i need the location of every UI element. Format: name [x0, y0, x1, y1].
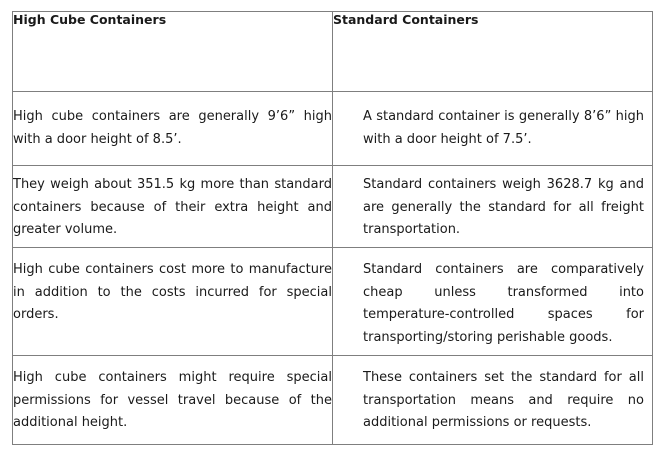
table-row — [13, 248, 653, 356]
header-row — [13, 12, 653, 92]
high-cube-cell: High cube containers are generally 9’6” high with a door height of 8.5’. — [13, 92, 333, 166]
standard-cell: Standard containers weigh 3628.7 kg and are generally the standard for all freight transportation. — [333, 166, 653, 248]
table-row — [13, 356, 653, 445]
standard-cell: Standard containers are comparatively cheap unless transformed into temperature-controlled spaces for transporting/storing perishable goods. — [333, 248, 653, 356]
header-standard: Standard Containers — [333, 12, 653, 92]
table-body — [13, 92, 653, 445]
high-cube-cell: They weigh about 351.5 kg more than standard containers because of their extra height and greater volume. — [13, 166, 333, 248]
header-high-cube: High Cube Containers — [13, 12, 333, 92]
high-cube-cell: High cube containers cost more to manufacture in addition to the costs incurred for special orders. — [13, 248, 333, 356]
table-row — [13, 166, 653, 248]
standard-cell: These containers set the standard for all transportation means and require no additional permissions or requests. — [333, 356, 653, 445]
standard-cell: A standard container is generally 8’6” high with a door height of 7.5’. — [333, 92, 653, 166]
table-row — [13, 92, 653, 166]
table-header — [13, 12, 653, 92]
comparison-table — [12, 11, 653, 445]
high-cube-cell: High cube containers might require special permissions for vessel travel because of the additional height. — [13, 356, 333, 445]
